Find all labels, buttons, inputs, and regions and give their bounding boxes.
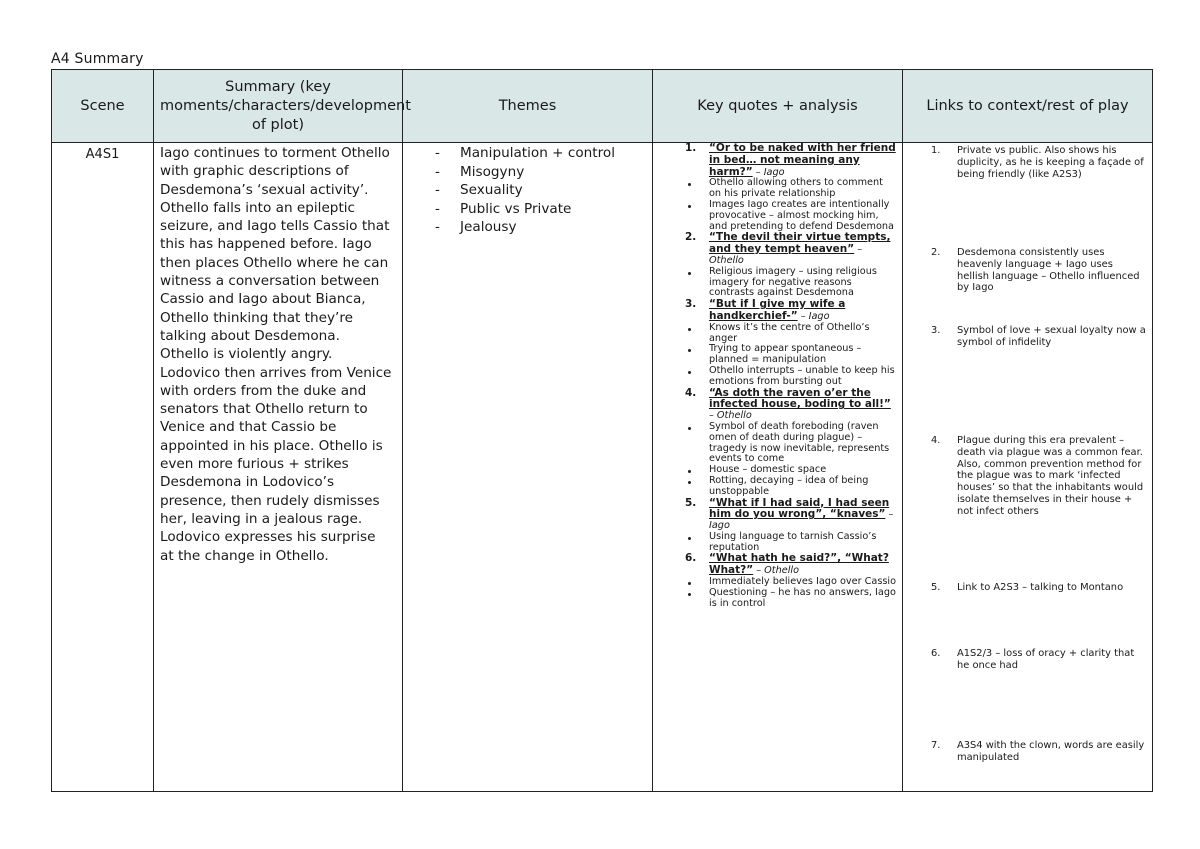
link-item — [931, 648, 1146, 672]
theme-item: - Sexuality — [435, 181, 648, 200]
quote-number: 3. — [685, 298, 697, 311]
quote-number: 2. — [685, 231, 697, 244]
link-number: 3. — [931, 325, 941, 336]
quote-note: Othello interrupts – unable to keep his emotions from bursting out — [685, 366, 898, 388]
header-quotes: Key quotes + analysis — [653, 70, 903, 143]
quote-speaker: – Othello — [756, 565, 800, 577]
link-text: A1S2/3 – loss of oracy + clarity that he once had — [957, 648, 1135, 671]
quote-note: Knows it’s the centre of Othello’s anger — [685, 323, 898, 345]
quote-note: Othello allowing others to comment on his private relationship — [685, 178, 898, 200]
header-themes: Themes — [403, 70, 653, 143]
quote-speaker: – Othello — [709, 410, 752, 422]
link-number: 5. — [931, 582, 941, 593]
themes-cell — [403, 143, 653, 792]
quote-text: “As doth the raven o’er the infected house, boding to all!” — [709, 386, 891, 411]
quote-note: Questioning – he has no answers, Iago is in control — [685, 588, 898, 610]
summary-table — [51, 69, 1153, 792]
quote-number: 6. — [685, 552, 697, 565]
link-text: Private vs public. Also shows his duplicity, as he is keeping a façade of being friendly (like A2S3) — [957, 145, 1144, 180]
quote-speaker: – Iago — [755, 166, 785, 178]
link-text: Link to A2S3 – talking to Montano — [957, 582, 1124, 593]
quote-item — [685, 388, 898, 498]
quote-note: Rotting, decaying – idea of being unstoppable — [685, 476, 898, 498]
quote-item — [685, 143, 898, 232]
summary-paragraph: Lodovico then arrives from Venice with orders from the duke and senators that Othello return to Venice and that Cassio be appointed in his place. Othello is even more furious + strikes Desdemona in Lodovico’s presence, then rudely dismisses her, leaving in a jealous rage. Lodovico expresses his surprise at the change in Othello. — [160, 364, 392, 564]
header-row — [52, 70, 1153, 143]
link-text: Symbol of love + sexual loyalty now a symbol of infidelity — [957, 325, 1146, 348]
quote-note: Trying to appear spontaneous – planned = manipulation — [685, 344, 898, 366]
quote-item — [685, 553, 898, 609]
link-number: 4. — [931, 435, 941, 446]
quote-notes — [685, 577, 898, 609]
summary-cell — [154, 143, 403, 792]
summary-paragraph: Iago continues to torment Othello with graphic descriptions of Desdemona’s ‘sexual activity’. Othello falls into an epileptic seizure, and Iago tells Cassio that this has happened before. Iago then places Othello where he can witness a conversation between Cassio and Iago about Bianca, Othello thinking that they’re talking about Desdemona. Othello is violently angry. — [160, 145, 390, 363]
link-item — [931, 145, 1146, 180]
quote-speaker: – Iago — [800, 310, 830, 322]
quote-notes — [685, 323, 898, 388]
link-item — [931, 740, 1146, 764]
link-number: 2. — [931, 247, 941, 258]
quote-item — [685, 498, 898, 554]
quote-number: 4. — [685, 386, 697, 399]
link-text: A3S4 with the clown, words are easily manipulated — [957, 740, 1145, 763]
quote-item — [685, 299, 898, 387]
theme-item: - Jealousy — [435, 218, 648, 237]
quote-text: “What hath he said?”, “What? What?” — [709, 552, 889, 577]
quotes-list — [685, 143, 898, 609]
header-links: Links to context/rest of play — [903, 70, 1153, 143]
quote-note: Religious imagery – using religious imagery for negative reasons contrasts against Desdemona — [685, 267, 898, 299]
link-text: Desdemona consistently uses heavenly language + Iago uses hellish language – Othello influenced by Iago — [957, 247, 1140, 294]
theme-item: - Public vs Private — [435, 200, 648, 219]
quotes-cell — [653, 143, 903, 792]
link-item — [931, 247, 1146, 294]
table-row — [52, 143, 1153, 792]
quote-notes — [685, 532, 898, 554]
quote-number: 1. — [685, 142, 697, 154]
quote-notes — [685, 178, 898, 232]
quote-text: “What if I had said, I had seen him do you wrong”, “knaves” — [709, 496, 890, 521]
theme-item: - Manipulation + control — [435, 144, 648, 163]
quote-note: Using language to tarnish Cassio’s reputation — [685, 532, 898, 554]
quote-speaker: – Iago — [709, 509, 894, 532]
theme-item: - Misogyny — [435, 163, 648, 182]
link-number: 7. — [931, 740, 941, 751]
link-number: 6. — [931, 648, 941, 659]
header-summary: Summary (key moments/characters/development of plot) — [154, 70, 403, 143]
scene-cell: A4S1 — [52, 143, 154, 792]
quote-note: Immediately believes Iago over Cassio — [685, 577, 898, 588]
link-number: 1. — [931, 145, 941, 156]
quote-text: “But if I give my wife a handkerchief-” — [709, 298, 846, 322]
quote-note: House – domestic space — [685, 465, 898, 476]
quote-note: Symbol of death foreboding (raven omen of death during plague) – tragedy is now inevitable, represents events to come — [685, 422, 898, 465]
themes-list — [435, 144, 648, 237]
link-item — [931, 582, 1146, 594]
quote-notes — [685, 267, 898, 299]
link-item — [931, 435, 1146, 518]
quote-notes — [685, 422, 898, 498]
quote-text: “Or to be naked with her friend in bed… not meaning any harm?” — [709, 142, 896, 178]
quote-note: Images Iago creates are intentionally provocative – almost mocking him, and pretending to defend Desdemona — [685, 200, 898, 232]
link-text: Plague during this era prevalent – death via plague was a common fear. Also, common prevention method for the plague was to mark ‘infected houses’ so that the inhabitants would isolate themselves in their house + not infect others — [957, 435, 1144, 517]
header-scene: Scene — [52, 70, 154, 143]
quote-item — [685, 232, 898, 299]
link-item — [931, 325, 1146, 349]
links-cell — [903, 143, 1153, 792]
quote-text: “The devil their virtue tempts, and they tempt heaven” — [709, 231, 891, 256]
page-title: A4 Summary — [51, 51, 144, 67]
quote-speaker: – Othello — [709, 244, 863, 266]
quote-number: 5. — [685, 496, 697, 509]
